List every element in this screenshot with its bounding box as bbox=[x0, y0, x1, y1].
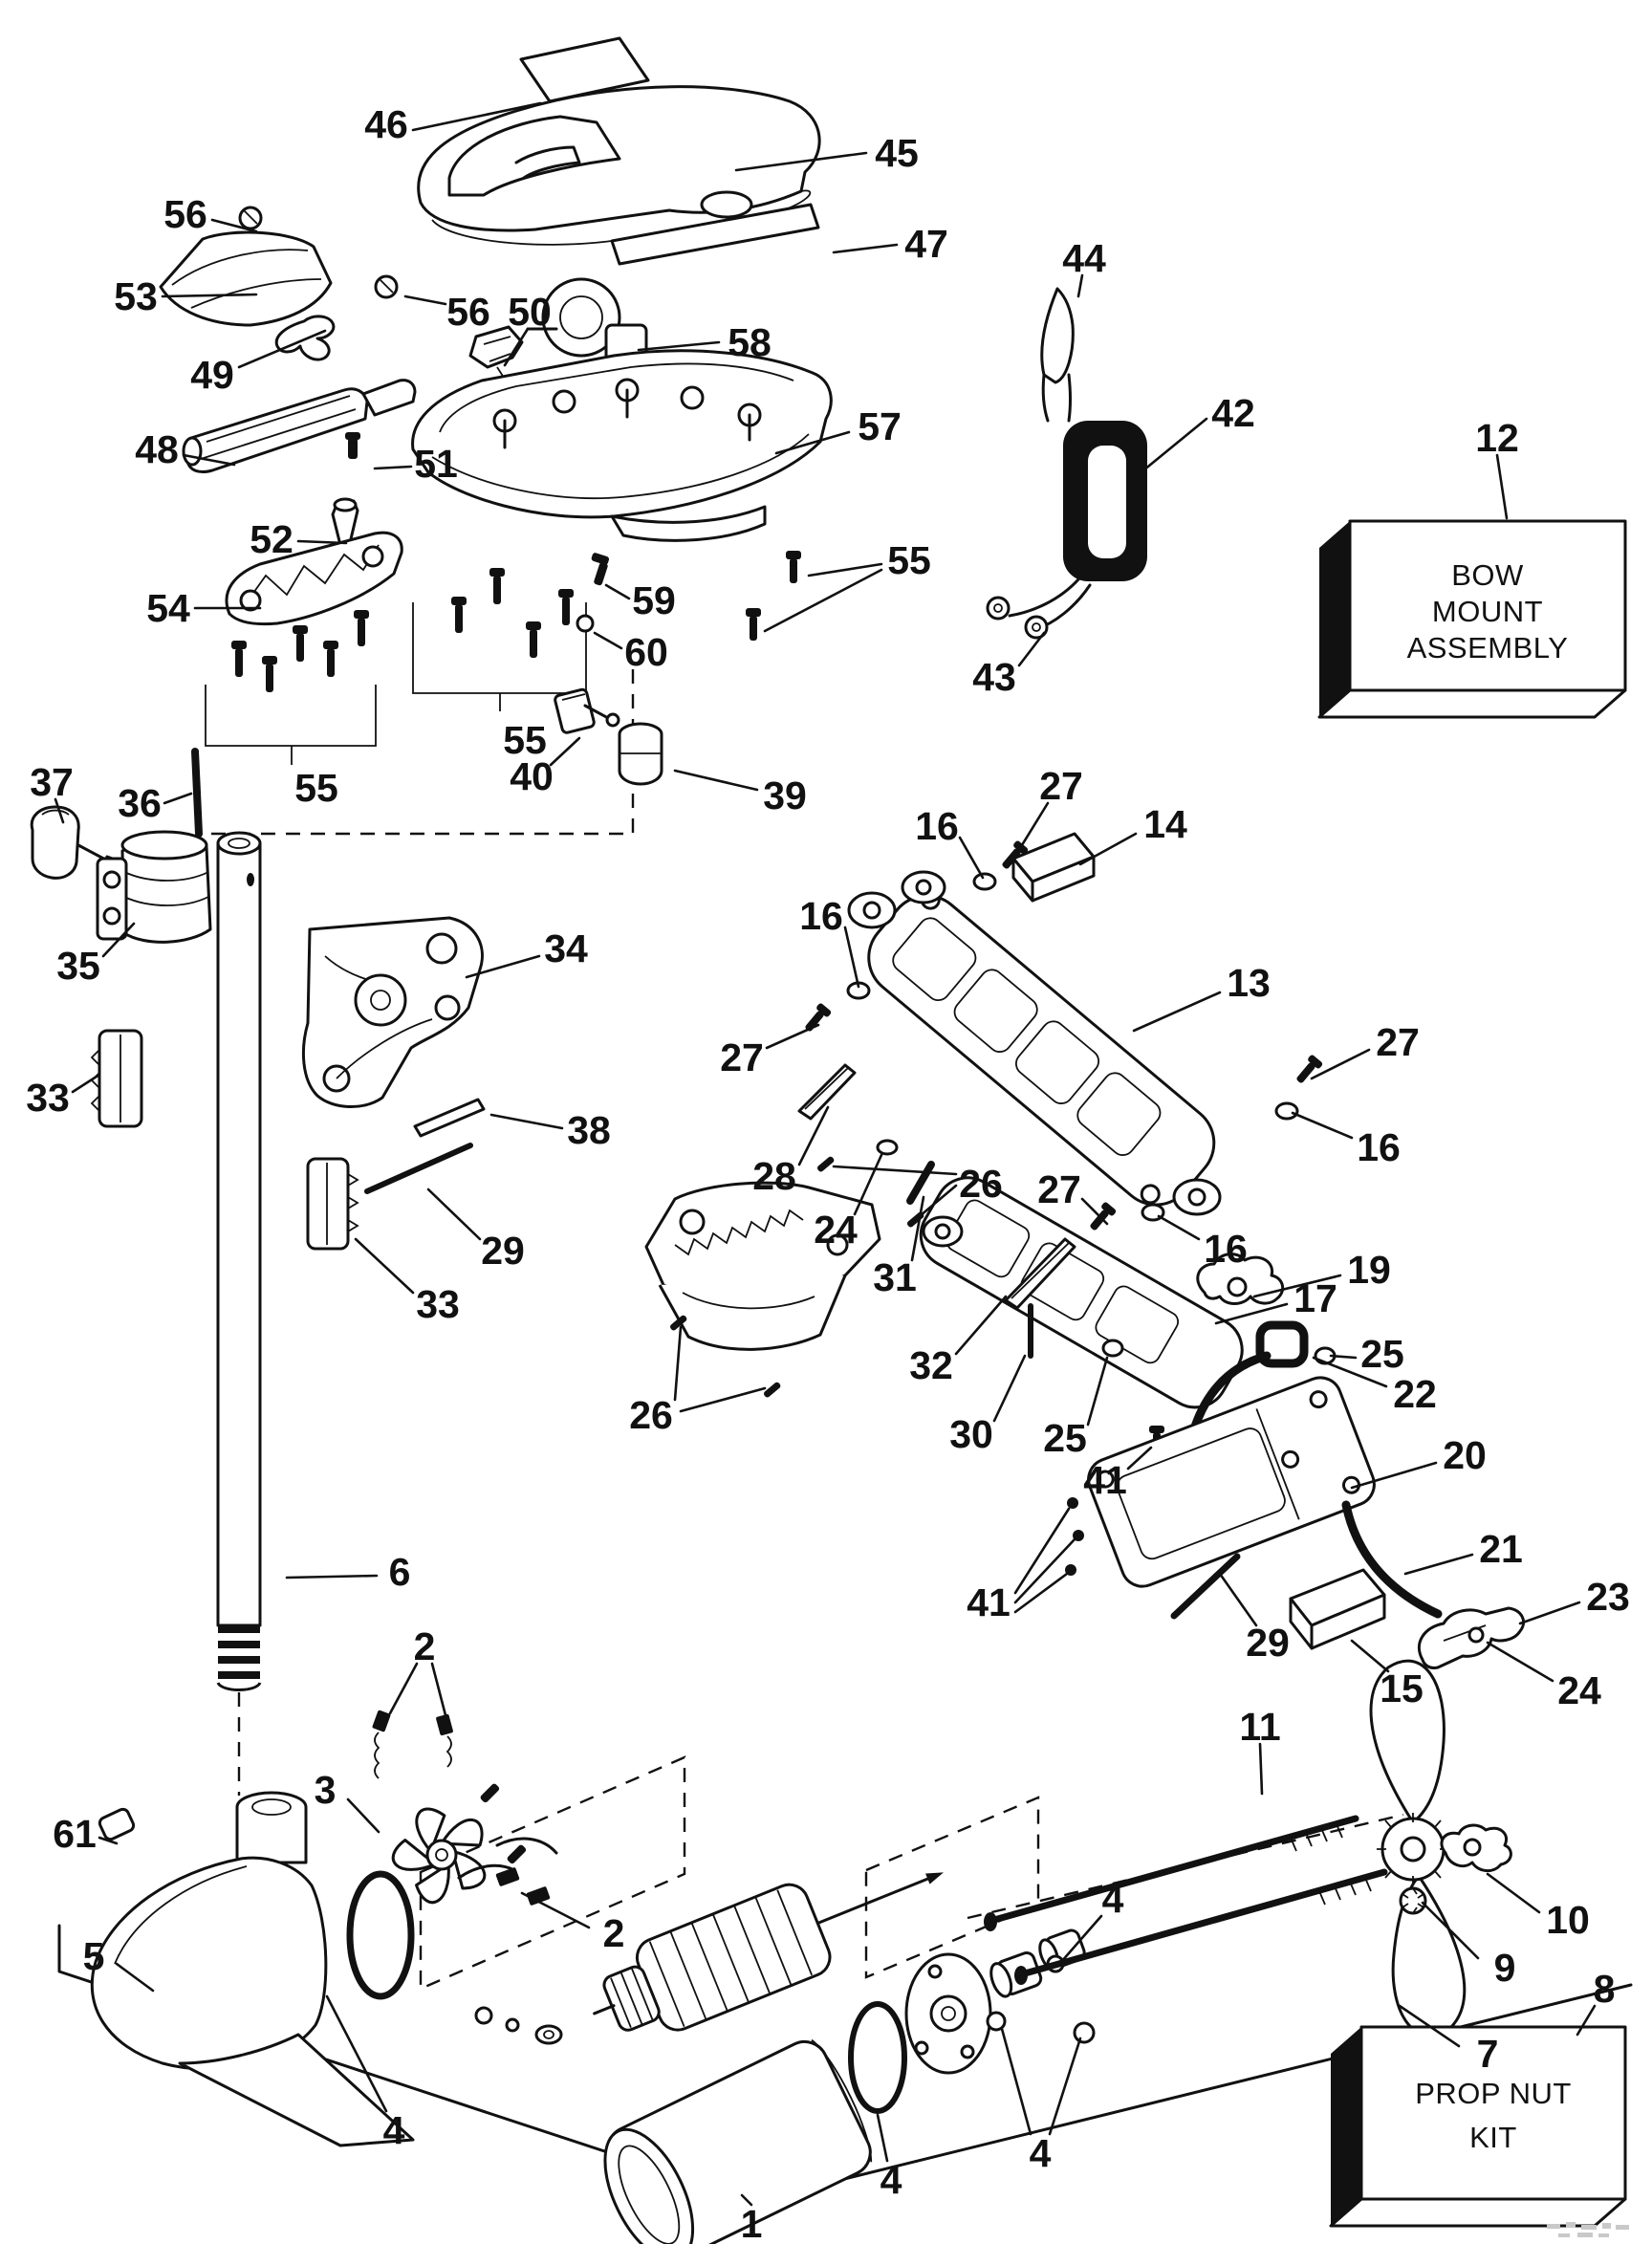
part-label-33-58: 33 bbox=[26, 1076, 70, 1120]
part-label-6-63: 6 bbox=[388, 1550, 411, 1594]
part-label-11-71: 11 bbox=[1239, 1705, 1281, 1749]
part-label-61-64: 61 bbox=[53, 1812, 97, 1856]
part-label-2-66: 2 bbox=[413, 1624, 436, 1668]
leader-line-12 bbox=[1497, 455, 1507, 518]
part-4-oring-large bbox=[350, 1874, 411, 1996]
part-39-steering-cup bbox=[620, 724, 662, 784]
leader-line-32 bbox=[956, 1296, 1006, 1354]
part-label-19-46: 19 bbox=[1347, 1248, 1391, 1292]
part-label-4-72: 4 bbox=[1101, 1877, 1124, 1921]
part-label-1-70: 1 bbox=[740, 2202, 763, 2244]
leader-line-59 bbox=[606, 585, 629, 599]
leader-line-29 bbox=[1220, 1574, 1256, 1625]
part-43-ring-terminals bbox=[988, 598, 1047, 638]
part-label-41-49: 41 bbox=[967, 1580, 1011, 1624]
leader-line-36 bbox=[164, 794, 191, 803]
leader-line-11 bbox=[1260, 1744, 1262, 1794]
part-label-16-32: 16 bbox=[1357, 1125, 1401, 1169]
leader-line-30 bbox=[994, 1356, 1025, 1421]
part-label-57-11: 57 bbox=[858, 404, 902, 448]
part-label-13-30: 13 bbox=[1227, 961, 1271, 1005]
part-label-10-77: 10 bbox=[1546, 1898, 1590, 1942]
part-57-base-housing bbox=[413, 351, 832, 541]
part-label-12-24: 12 bbox=[1475, 416, 1519, 460]
part-15-pad bbox=[1291, 1570, 1384, 1648]
part-33-insulator-right bbox=[308, 1159, 358, 1249]
part-label-14-27: 14 bbox=[1143, 802, 1187, 846]
part-label-56-6: 56 bbox=[446, 290, 490, 334]
part-label-50-7: 50 bbox=[508, 290, 552, 334]
part-label-35-57: 35 bbox=[56, 944, 100, 988]
leader-line-38 bbox=[491, 1115, 562, 1128]
leader-line-26 bbox=[834, 1166, 956, 1174]
part-label-24-34: 24 bbox=[814, 1208, 858, 1252]
leader-line-6 bbox=[287, 1576, 377, 1578]
part-label-28-33: 28 bbox=[752, 1154, 796, 1198]
leader-line-13 bbox=[1134, 992, 1220, 1031]
part-label-55-16: 55 bbox=[887, 538, 931, 582]
part-label-15-53: 15 bbox=[1380, 1667, 1424, 1710]
leader-line-24 bbox=[1488, 1643, 1553, 1681]
part-label-3-67: 3 bbox=[314, 1768, 337, 1812]
leader-line-26 bbox=[675, 1327, 681, 1400]
part-label-36-56: 36 bbox=[118, 781, 162, 825]
leader-line-41 bbox=[1015, 1509, 1069, 1593]
part-label-54-13: 54 bbox=[146, 586, 190, 630]
part-label-9-76: 9 bbox=[1493, 1946, 1516, 1990]
part-label-27-26: 27 bbox=[1039, 764, 1083, 808]
part-label-33-62: 33 bbox=[416, 1282, 460, 1326]
part-24-washer bbox=[878, 1141, 897, 1154]
leader-line-4 bbox=[878, 2115, 887, 2161]
part-label-43-23: 43 bbox=[972, 655, 1016, 699]
leader-line-47 bbox=[834, 245, 897, 252]
part-end-cap bbox=[906, 1954, 990, 2073]
part-label-23-52: 23 bbox=[1586, 1575, 1630, 1619]
part-label-52-12: 52 bbox=[250, 517, 293, 561]
part-label-39-18: 39 bbox=[763, 773, 807, 817]
leader-line-40 bbox=[551, 738, 579, 765]
leader-line-51 bbox=[375, 467, 411, 468]
part-42-cord-coil bbox=[1010, 421, 1147, 629]
leader-line-21 bbox=[1405, 1555, 1472, 1574]
part-label-59-14: 59 bbox=[632, 578, 676, 622]
part-label-2-69: 2 bbox=[602, 1911, 625, 1955]
part-60-washer bbox=[577, 616, 593, 631]
part-label-40-17: 40 bbox=[510, 754, 554, 798]
part-38-pin bbox=[415, 1100, 484, 1136]
leader-line-26 bbox=[681, 1388, 765, 1411]
part-label-25-44: 25 bbox=[1043, 1416, 1087, 1460]
part-label-7-75: 7 bbox=[1476, 2032, 1499, 2076]
leader-line-39 bbox=[675, 771, 757, 790]
bow-mount-line1: BOW bbox=[1451, 558, 1524, 592]
part-label-22-47: 22 bbox=[1393, 1372, 1437, 1416]
part-label-26-40: 26 bbox=[959, 1162, 1003, 1206]
part-6-shaft bbox=[218, 833, 260, 1690]
part-35-clamp bbox=[98, 832, 210, 942]
part-55-screw-group-middle bbox=[413, 568, 586, 711]
leader-line-55 bbox=[809, 564, 881, 576]
part-9-prop-nut bbox=[1401, 1888, 1425, 1913]
part-label-27-36: 27 bbox=[1037, 1167, 1081, 1211]
bow-mount-assembly-box bbox=[1319, 521, 1625, 717]
part-label-41-45: 41 bbox=[1083, 1458, 1127, 1502]
leader-line-4 bbox=[1002, 2029, 1031, 2134]
part-56-clip-lower bbox=[376, 276, 397, 297]
bow-mount-line2: MOUNT bbox=[1431, 595, 1544, 628]
part-label-30-43: 30 bbox=[949, 1412, 993, 1456]
part-14-pad bbox=[1013, 834, 1094, 901]
leader-line-55 bbox=[765, 570, 881, 631]
part-31-pin bbox=[910, 1165, 931, 1201]
part-label-32-42: 32 bbox=[909, 1343, 953, 1387]
leader-line-10 bbox=[1488, 1874, 1539, 1912]
leader-line-25 bbox=[1088, 1358, 1107, 1425]
part-label-16-25: 16 bbox=[915, 804, 959, 848]
leader-line-2 bbox=[522, 1893, 589, 1928]
leader-line-2 bbox=[390, 1664, 417, 1713]
part-label-21-51: 21 bbox=[1479, 1527, 1523, 1571]
leader-line-4 bbox=[1050, 2038, 1080, 2134]
part-55-screw-group-left bbox=[206, 610, 376, 765]
leader-line-56 bbox=[405, 296, 446, 304]
leader-line-17 bbox=[1216, 1304, 1287, 1323]
part-label-51-10: 51 bbox=[414, 442, 458, 486]
part-59-screw bbox=[591, 552, 610, 586]
part-label-38-60: 38 bbox=[567, 1108, 611, 1152]
part-label-34-59: 34 bbox=[544, 926, 588, 970]
part-label-46-0: 46 bbox=[364, 102, 408, 146]
part-label-58-8: 58 bbox=[728, 320, 772, 364]
part-34-bracket bbox=[303, 918, 482, 1107]
prop-nut-line1: PROP NUT bbox=[1415, 2077, 1572, 2110]
part-36-pin bbox=[195, 752, 199, 834]
part-label-25-39: 25 bbox=[1360, 1332, 1404, 1376]
part-label-29-50: 29 bbox=[1246, 1621, 1290, 1665]
leader-line-3 bbox=[348, 1799, 379, 1832]
part-label-26-41: 26 bbox=[629, 1393, 673, 1437]
part-label-27-29: 27 bbox=[720, 1035, 764, 1079]
bow-mount-line3: ASSEMBLY bbox=[1406, 631, 1569, 664]
part-label-16-37: 16 bbox=[1204, 1227, 1248, 1271]
part-33-insulator-left bbox=[92, 1031, 141, 1126]
leader-line-16 bbox=[960, 838, 983, 878]
part-label-60-15: 60 bbox=[624, 630, 668, 674]
part-label-53-4: 53 bbox=[114, 274, 158, 318]
part-label-5-65: 5 bbox=[82, 1934, 105, 1978]
part-label-8-78: 8 bbox=[1593, 1967, 1616, 2011]
part-label-27-31: 27 bbox=[1376, 1020, 1420, 1064]
leader-line-2 bbox=[432, 1664, 446, 1715]
part-label-20-48: 20 bbox=[1443, 1433, 1487, 1477]
part-24-washer-right bbox=[1469, 1628, 1483, 1642]
leader-line-60 bbox=[595, 633, 621, 648]
part-label-17-38: 17 bbox=[1293, 1276, 1337, 1320]
part-29-rod-left bbox=[367, 1145, 470, 1191]
leader-line-42 bbox=[1143, 419, 1206, 470]
part-10-wing-anchor bbox=[1442, 1825, 1511, 1871]
part-label-45-1: 45 bbox=[875, 131, 919, 175]
leader-line-33 bbox=[356, 1239, 413, 1293]
part-armature bbox=[576, 1828, 962, 2058]
leader-line-23 bbox=[1520, 1602, 1579, 1623]
prop-nut-line2: KIT bbox=[1469, 2121, 1517, 2154]
part-61-plug bbox=[98, 1807, 135, 1841]
part-bushings bbox=[988, 1928, 1094, 2042]
leader-line-16 bbox=[845, 927, 859, 987]
part-4-oring-mid bbox=[851, 2004, 904, 2111]
part-51-screw bbox=[345, 432, 360, 459]
leader-line-29 bbox=[428, 1189, 480, 1239]
part-label-49-5: 49 bbox=[190, 353, 234, 397]
part-label-37-55: 37 bbox=[30, 760, 74, 804]
part-40-momentary-switch bbox=[554, 688, 619, 733]
part-56-clip-upper bbox=[240, 207, 261, 229]
part-53-side-cover bbox=[161, 232, 331, 325]
part-label-47-2: 47 bbox=[904, 222, 948, 266]
part-label-44-21: 44 bbox=[1062, 236, 1106, 280]
part-label-4-73: 4 bbox=[1029, 2131, 1052, 2175]
leader-line-16 bbox=[1293, 1113, 1352, 1138]
part-5-gearcase bbox=[92, 1793, 413, 2146]
part-label-31-35: 31 bbox=[873, 1255, 917, 1299]
leader-line-16 bbox=[1159, 1216, 1199, 1239]
part-label-29-61: 29 bbox=[481, 1229, 525, 1273]
part-small-hardware-row bbox=[476, 2008, 561, 2043]
part-label-48-9: 48 bbox=[135, 427, 179, 471]
leader-line-58 bbox=[639, 342, 719, 350]
part-label-55-19: 55 bbox=[294, 766, 338, 810]
part-magnet-can bbox=[587, 2032, 882, 2244]
part-label-42-22: 42 bbox=[1211, 391, 1255, 435]
part-label-4-68: 4 bbox=[382, 2108, 405, 2152]
part-label-24-54: 24 bbox=[1557, 1668, 1601, 1712]
part-label-16-28: 16 bbox=[799, 894, 843, 938]
part-label-55-20: 55 bbox=[503, 718, 547, 762]
part-label-56-3: 56 bbox=[163, 192, 207, 236]
part-label-4-74: 4 bbox=[880, 2158, 902, 2202]
leader-line-27 bbox=[767, 1025, 818, 1048]
part-44-cable-hook bbox=[1042, 289, 1074, 421]
